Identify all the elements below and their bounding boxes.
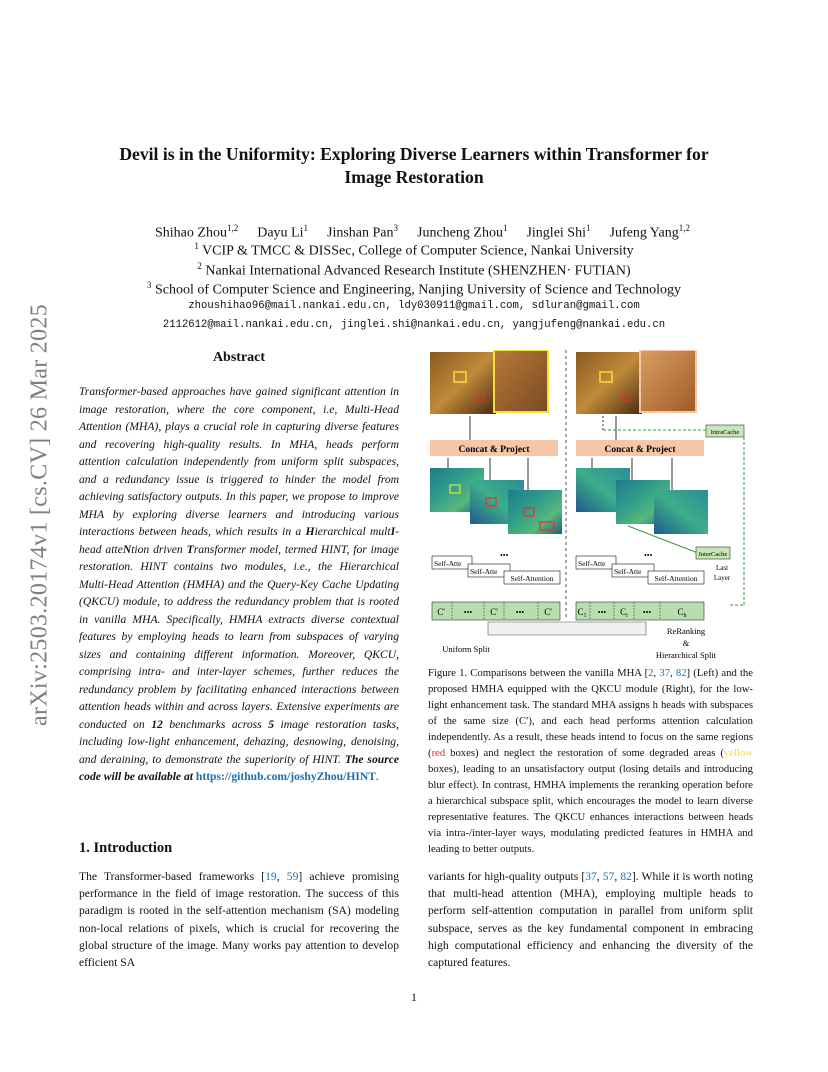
intro-paragraph-left: The Transformer-based frameworks [19, 59] achieve promising performance in the field of image restoration. The success of this paradigm is rooted in the self-attention mechanism (SA) modeling non-local relations of pixels, which is crucial for recovering the global structure of the image. Many works pay attention to develop efficient SA xyxy=(79,870,400,970)
svg-text:Self-Attention: Self-Attention xyxy=(510,574,554,583)
citation[interactable]: 37 xyxy=(585,870,597,883)
author-name: Jinglei Shi$^1$ xyxy=(526,223,591,241)
figure-caption: Figure 1. Comparisons between the vanilla MHA [2, 37, 82] (Left) and the proposed HMHA equipped with the QKCU module (Right), for the low-light enhancement task. The standard MHA assigns h heads with subspaces of the same size (C′), and each head performs attention calculation independently. As a result, these heads intend to focus on the same regions (red boxes) and neglect the restoration of some degraded areas (yellow boxes), leading to an unsatisfactory output (losing details and introducing blur effect). In contrast, HMHA implements the reranking operation before a hierarchical subspace split, which encourages the model to learn diverse representative features. The QKCU enhances interactions between heads via intra-/inter-layer ways, modulating predicted features in HMHA and leading to better outputs. xyxy=(428,667,754,855)
concat-label-right: Concat & Project xyxy=(604,445,676,455)
svg-text:&: & xyxy=(682,638,690,648)
section-heading: 1. Introduction xyxy=(79,840,173,856)
svg-text:IntraCache: IntraCache xyxy=(710,429,740,436)
affiliation-3: $^3$ School of Computer Science and Engineering, Nanjing University of Science and Technology xyxy=(147,280,681,298)
intro-paragraph-right: variants for high-quality outputs [37, 57, 82]. While it is worth noting that multi-head attention (MHA), employing multiple heads to perform self-attention computation in parallel from uniform split subspace, serves as the key fundamental component in embracing high computational efficiency and enhancing the diversity of the captured features. xyxy=(428,870,753,970)
svg-text:Layer: Layer xyxy=(713,574,731,582)
emails-line-2: 2112612@mail.nankai.edu.cn, jinglei.shi@nankai.edu.cn, yangjufeng@nankai.edu.cn xyxy=(162,319,666,331)
svg-text:C': C' xyxy=(544,607,552,617)
figure-1-diagram xyxy=(428,350,753,665)
citation[interactable]: 2 xyxy=(648,667,654,679)
svg-text:C': C' xyxy=(490,607,498,617)
svg-text:Self-Atte: Self-Atte xyxy=(614,567,642,576)
abstract-text: Transformer-based approaches have gained significant attention in image restoration, where the core component, i.e, Multi-Head Attention (MHA), plays a crucial role in capturing diverse features and recovering high-quality results. In MHA, heads perform attention calculation independently from uniform split subspaces, and a redundancy issue is triggered to hinder the model from achieving satisfactory outputs. In this paper, we propose to improve MHA by exploring diverse learners and introducing various interactions between heads, which results in a Hierarchical multI-head atteNtion driven Transformer model, termed HINT, for image restoration. HINT contains two modules, i.e., the Hierarchical Multi-Head Attention (HMHA) and the Query-Key Cache Updating (QKCU) module, to address the redundancy problem that is rooted in vanilla MHA. Specifically, HMHA extracts diverse contextual features by employing heads to learn from subspaces of varying sizes and containing different information. Moreover, QKCU, comprising intra- and inter-layer schemes, further reduces the redundancy problem by facilitating enhanced interactions between attention heads within and across layers. Extensive experiments are conducted on 12 benchmarks across 5 image restoration tasks, including low-light enhancement, dehazing, desnowing, denoising, and deraining, to demonstrate the superiority of HINT. The source code will be available at https://github.com/joshyZhou/HINT. xyxy=(79,385,400,783)
svg-text:Self-Atte: Self-Atte xyxy=(434,559,462,568)
uniform-split-label: Uniform Split xyxy=(442,644,490,654)
citation[interactable]: 57 xyxy=(602,870,615,883)
svg-text:Ci: $C_i$ xyxy=(620,607,628,619)
citation[interactable]: 82 xyxy=(675,667,687,679)
page-number: 1 xyxy=(411,990,417,1004)
svg-text:Self-Atte: Self-Atte xyxy=(578,559,606,568)
svg-text:C': C' xyxy=(437,607,445,617)
author-name: Shihao Zhou$^{1,2}$ xyxy=(155,223,239,241)
output-image-left xyxy=(494,350,548,412)
emails-line-1: zhoushihao96@mail.nankai.edu.cn, ldy030911@gmail.com, sdluran@gmail.com xyxy=(188,300,640,312)
affiliation-2: $^2$ Nankai International Advanced Research Institute (SHENZHEN· FUTIAN) xyxy=(197,261,631,279)
hierarchical-split-label: Hierarchical Split xyxy=(655,650,717,660)
svg-text:•••: ••• xyxy=(597,608,607,617)
author-name: Jinshan Pan$^3$ xyxy=(327,223,398,241)
abstract-heading: Abstract xyxy=(212,350,266,365)
svg-text:Last: Last xyxy=(715,564,729,572)
svg-text:InterCache: InterCache xyxy=(698,551,728,558)
svg-text:Ch: $C_h$ xyxy=(677,607,687,619)
svg-text:•••: ••• xyxy=(642,608,652,617)
svg-text:•••: ••• xyxy=(515,608,525,617)
svg-text:C1: $C_1$ xyxy=(577,607,587,619)
svg-text:Self-Atte: Self-Atte xyxy=(470,567,498,576)
author-name: Dayu Li$^1$ xyxy=(257,223,308,241)
input-image-right xyxy=(576,352,642,414)
citation[interactable]: 37 xyxy=(659,667,671,679)
svg-text:•••: ••• xyxy=(644,551,653,560)
reranking-label: ReRanking xyxy=(666,626,706,636)
citation[interactable]: 82 xyxy=(620,870,632,883)
affiliation-1: $^1$ VCIP & TMCC & DISSec, College of Computer Science, Nankai University xyxy=(194,241,634,259)
arxiv-stamp: arXiv:2503.20174v1 [cs.CV] 26 Mar 2025 xyxy=(26,303,53,727)
source-code-link[interactable]: https://github.com/joshyZhou/HINT xyxy=(195,770,376,783)
output-image-right xyxy=(640,350,696,412)
paper-title: Devil is in the Uniformity: Exploring Diverse Learners within Transformer for Image Restoration xyxy=(119,144,709,187)
citation[interactable]: 19 xyxy=(265,870,277,883)
concat-label-left: Concat & Project xyxy=(458,445,530,455)
author-name: Juncheng Zhou$^1$ xyxy=(417,223,508,241)
svg-text:•••: ••• xyxy=(500,551,509,560)
svg-text:Self-Attention: Self-Attention xyxy=(654,574,698,583)
feature-map xyxy=(654,490,708,534)
input-image-left xyxy=(430,352,496,414)
svg-text:•••: ••• xyxy=(463,608,473,617)
author-name: Jufeng Yang$^{1,2}$ xyxy=(609,223,690,241)
citation[interactable]: 59 xyxy=(286,870,299,883)
